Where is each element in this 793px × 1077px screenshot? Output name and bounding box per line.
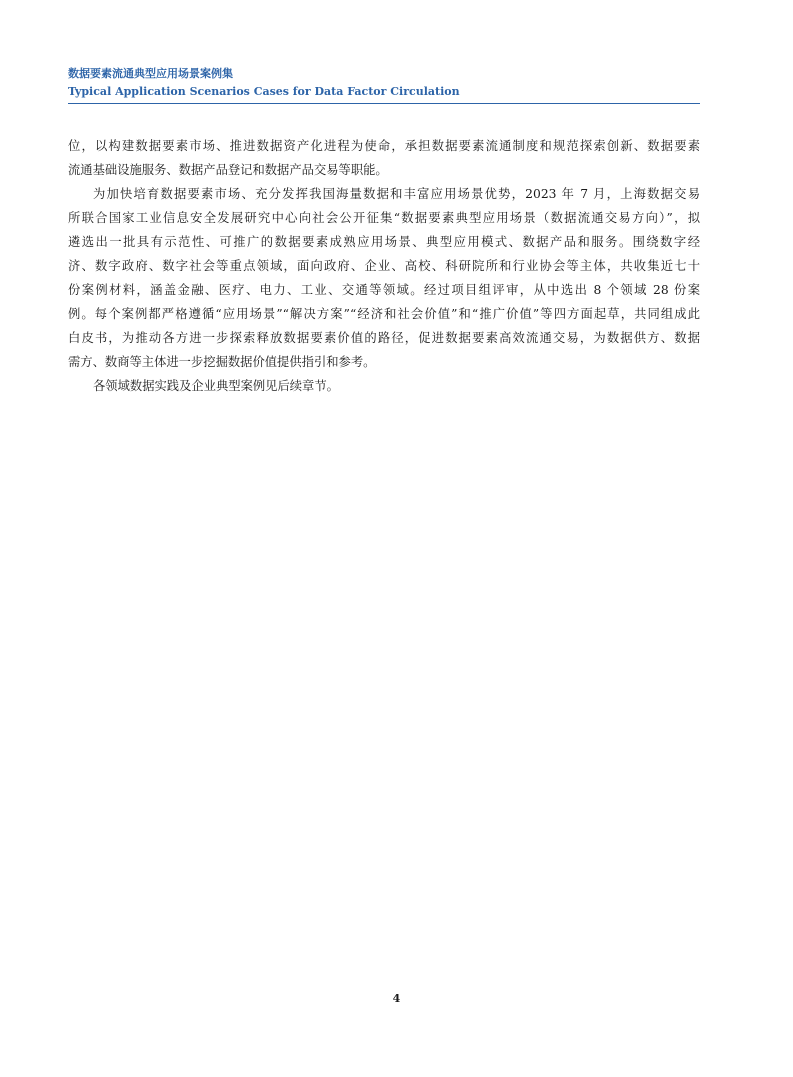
body-line: 白皮书，为推动各方进一步探索释放数据要素价值的路径，促进数据要素高效流通交易，为数据供方、数据	[68, 331, 700, 345]
body-text	[68, 134, 700, 398]
body-line: 需方、数商等主体进一步挖掘数据价值提供指引和参考。	[68, 355, 376, 369]
body-line: 份案例材料，涵盖金融、医疗、电力、工业、交通等领域。经过项目组评审，从中选出 8 个领域 28 份案	[68, 283, 700, 297]
running-header	[68, 66, 700, 101]
body-line: 所联合国家工业信息安全发展研究中心向社会公开征集“数据要素典型应用场景（数据流通交易方向）”，拟	[68, 211, 700, 225]
body-line: 济、数字政府、数字社会等重点领域，面向政府、企业、高校、科研院所和行业协会等主体，共收集近七十	[68, 259, 700, 273]
header-divider	[68, 103, 700, 104]
header-title-english: Typical Application Scenarios Cases for Data Factor Circulation	[68, 85, 460, 98]
body-line: 流通基础设施服务、数据产品登记和数据产品交易等职能。	[68, 163, 388, 177]
body-line: 各领域数据实践及企业典型案例见后续章节。	[93, 379, 339, 393]
header-title-chinese: 数据要素流通典型应用场景案例集	[68, 67, 233, 80]
body-line: 为加快培育数据要素市场、充分发挥我国海量数据和丰富应用场景优势，2023 年 7 月，上海数据交易	[93, 187, 700, 201]
body-line: 位，以构建数据要素市场、推进数据资产化进程为使命，承担数据要素流通制度和规范探索创新、数据要素	[68, 139, 700, 153]
body-line: 遴选出一批具有示范性、可推广的数据要素成熟应用场景、典型应用模式、数据产品和服务。围绕数字经	[68, 235, 700, 249]
page-number: 4	[392, 992, 401, 1005]
body-line: 例。每个案例都严格遵循“应用场景”“解决方案”“经济和社会价值”和“推广价值”等四方面起草，共同组成此	[68, 307, 700, 321]
